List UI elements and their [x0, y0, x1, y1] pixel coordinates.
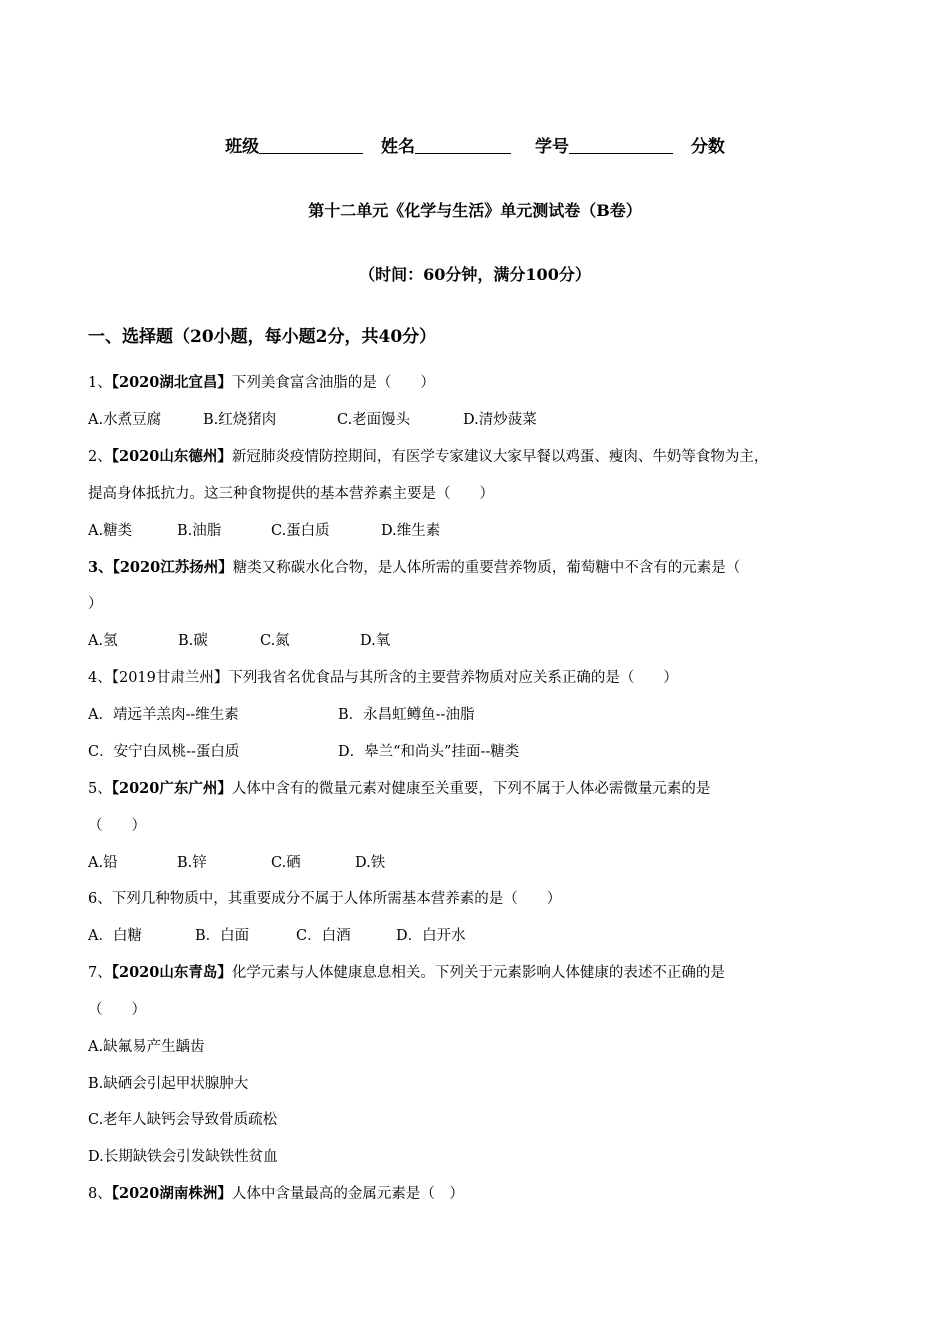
- question-2: 2、【2020山东德州】新冠肺炎疫情防控期间，有医学专家建议大家早餐以鸡蛋、瘦肉、牛奶等食物为主，: [88, 448, 769, 465]
- page-subtitle: （时间：60分钟，满分100分）: [359, 265, 591, 284]
- option-c[interactable]: C．白酒: [296, 928, 351, 944]
- option-b[interactable]: B.碳: [178, 633, 208, 649]
- id-label: 学号: [534, 137, 569, 157]
- score-label: 分数: [690, 137, 725, 157]
- question-1-options: [88, 410, 537, 430]
- question-4: 4、【2019甘肃兰州】下列我省名优食品与其所含的主要营养物质对应关系正确的是（ ）: [88, 670, 678, 686]
- option-b[interactable]: B.油脂: [177, 523, 222, 539]
- question-8: 8、【2020湖南株洲】人体中含量最高的金属元素是（ ）: [88, 1185, 464, 1202]
- option-c[interactable]: C.老面馒头: [337, 412, 411, 428]
- option-a[interactable]: A.水煮豆腐: [88, 412, 162, 428]
- option-b[interactable]: B．永昌虹鳟鱼--油脂: [338, 707, 475, 723]
- question-2-options: [88, 521, 440, 541]
- class-label: 班级: [225, 137, 260, 157]
- question-7-option-a[interactable]: A.缺氟易产生龋齿: [88, 1039, 205, 1055]
- question-4-options-row2: [88, 742, 519, 762]
- question-2-continued: 提高身体抵抗力。这三种食物提供的基本营养素主要是（ ）: [88, 486, 494, 502]
- option-c[interactable]: C.硒: [271, 855, 301, 871]
- question-5-continued: （ ）: [88, 818, 146, 834]
- question-6-options: [88, 926, 466, 946]
- question-1: 1、【2020湖北宜昌】下列美食富含油脂的是（ ）: [88, 374, 435, 391]
- name-blank[interactable]: [415, 137, 511, 154]
- question-7-option-b[interactable]: B.缺硒会引起甲状腺肿大: [88, 1076, 249, 1092]
- option-c[interactable]: C．安宁白凤桃--蛋白质: [88, 744, 240, 760]
- page-title: 第十二单元《化学与生活》单元测试卷（B卷）: [308, 201, 642, 220]
- question-3-continued: ）: [88, 596, 103, 612]
- question-5-options: [88, 853, 385, 873]
- option-d[interactable]: D.铁: [355, 855, 386, 871]
- student-info-line: [0, 132, 950, 157]
- id-blank[interactable]: [569, 137, 673, 154]
- question-6: 6、下列几种物质中，其重要成分不属于人体所需基本营养素的是（ ）: [88, 891, 562, 907]
- name-label: 姓名: [381, 137, 416, 157]
- option-b[interactable]: B.锌: [177, 855, 207, 871]
- option-a[interactable]: A.糖类: [88, 523, 133, 539]
- option-d[interactable]: D．皋兰“和尚头”挂面--糖类: [338, 744, 520, 760]
- option-d[interactable]: D.维生素: [381, 523, 441, 539]
- question-5: 5、【2020广东广州】人体中含有的微量元素对健康至关重要，下列不属于人体必需微量元素的是: [88, 780, 711, 797]
- question-4-options-row1: [88, 705, 474, 725]
- question-7-option-d[interactable]: D.长期缺铁会引发缺铁性贫血: [88, 1149, 278, 1165]
- option-d[interactable]: D.氧: [360, 633, 391, 649]
- section-heading: 一、选择题（20小题，每小题2分，共40分）: [88, 327, 437, 347]
- option-a[interactable]: A.氢: [88, 633, 118, 649]
- option-a[interactable]: A．白糖: [88, 928, 142, 944]
- question-7: 7、【2020山东青岛】化学元素与人体健康息息相关。下列关于元素影响人体健康的表述不正确的是: [88, 964, 725, 981]
- option-b[interactable]: B．白面: [195, 928, 250, 944]
- option-d[interactable]: D．白开水: [396, 928, 466, 944]
- question-3-options: [88, 631, 390, 651]
- option-a[interactable]: A.铅: [88, 855, 118, 871]
- option-c[interactable]: C.蛋白质: [271, 523, 330, 539]
- option-c[interactable]: C.氮: [260, 633, 290, 649]
- question-7-option-c[interactable]: C.老年人缺钙会导致骨质疏松: [88, 1112, 278, 1128]
- option-d[interactable]: D.清炒菠菜: [463, 412, 537, 428]
- option-b[interactable]: B.红烧猪肉: [203, 412, 277, 428]
- question-7-continued: （ ）: [88, 1002, 146, 1018]
- question-3: 3、【2020江苏扬州】糖类又称碳水化合物，是人体所需的重要营养物质，葡萄糖中不含有的元素是（: [88, 559, 741, 576]
- option-a[interactable]: A．靖远羊羔肉--维生素: [88, 707, 239, 723]
- class-blank[interactable]: [259, 137, 363, 154]
